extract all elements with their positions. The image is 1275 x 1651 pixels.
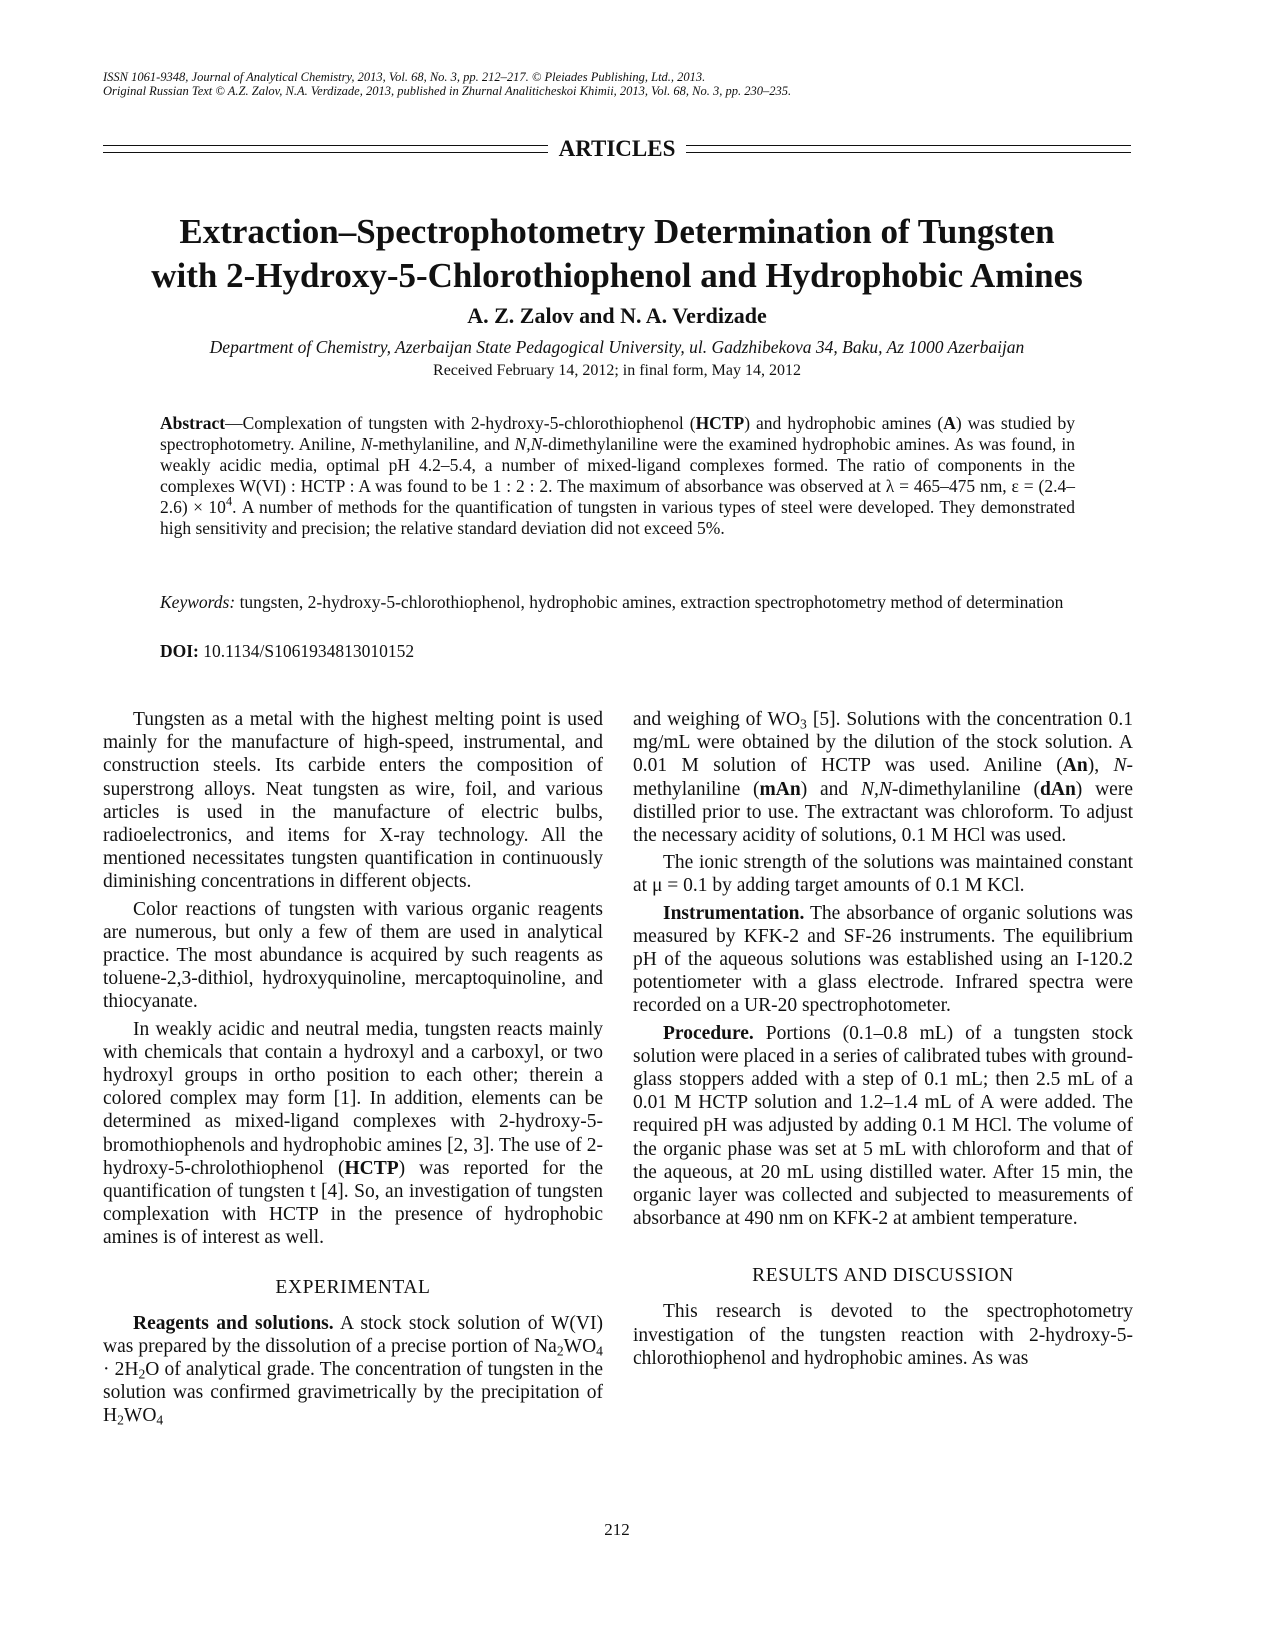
double-rule-left: [103, 145, 548, 153]
abstract: [160, 413, 1075, 539]
text-run: and weighing of WO: [633, 709, 801, 730]
left-column: [103, 708, 603, 1432]
subscript: 2: [138, 1366, 146, 1382]
run-in-heading: Reagents and solutions.: [133, 1312, 334, 1334]
abstract-text: -methylaniline, and: [372, 434, 515, 454]
abstract-text: Complexation of tungsten with 2-hydroxy-5-chlorothiophenol (: [242, 413, 696, 433]
received-dates: Received February 14, 2012; in final form, May 14, 2012: [433, 362, 801, 379]
title-line-1: Extraction–Spectrophotometry Determination of Tungsten: [179, 212, 1055, 251]
doi-value: 10.1134/S1061934813010152: [198, 641, 415, 661]
article-title: [103, 210, 1131, 298]
paragraph: The ionic strength of the solutions was maintained constant at μ = 0.1 by adding target amounts of 0.1 M KCl.: [633, 852, 1133, 897]
paragraph: [103, 1312, 603, 1428]
italic-term: N,N: [860, 778, 892, 800]
doi-label: DOI:: [160, 641, 199, 661]
heading-experimental: EXPERIMENTAL: [275, 1276, 431, 1298]
abstract-text: -dimethylaniline were the examined hydrophobic amines. As was found, in weakly acidic media, optimal pH 4.2–5.4, a number of mixed-ligand complexes formed. The ratio of components in the complexes W(VI) : HCTP : A was found to be 1 : 2 : 2. The maximum of absorbance was observed at λ = 465–475 nm, ε = (2.4–2.6) × 10: [160, 434, 1076, 517]
text-run: In weakly acidic and neutral media, tungsten reacts mainly with chemicals that contain a hydroxyl and a carboxyl, or two hydroxyl groups in ortho position to each other; therein a colored complex may form [1]. In addition, elements can be determined as mixed-ligand complexes with 2-hydroxy-5-bromothiophenols and hydrophobic amines [2, 3]. The use of 2-hydroxy-5-chrolothiophenol (: [103, 1018, 603, 1179]
text-run: ) was reported for the quantification of tungsten t [4]. So, an investigation of tungsten complexation with HCTP in the presence of hydrophobic amines is of interest as well.: [103, 1157, 603, 1249]
paragraph: [633, 1022, 1133, 1231]
subscript: 2: [117, 1412, 124, 1428]
text-run: · 2H: [103, 1359, 139, 1381]
paragraph: Tungsten as a metal with the highest melting point is used mainly for the manufacture of high-speed, instrumental, and construction steels. Its carbide enters the composition of superstrong alloys. Neat tungsten as wire, foil, and various articles is used in the manufacture of electric bulbs, radioelectronics, and items for X-ray technology. All the mentioned necessitates tungsten quantification in continuously diminishing concentrations in different objects.: [103, 709, 603, 893]
text-run: WO: [563, 1335, 597, 1357]
text-run: -methylaniline (: [633, 755, 1133, 800]
abstract-text: ) was studied by spectrophotometry. Aniline,: [160, 413, 1075, 454]
abstract-italic-n: N: [360, 434, 373, 454]
right-column: [633, 708, 1133, 1374]
text-run: -dimethylaniline (: [891, 778, 1041, 800]
title-line-2: with 2-Hydroxy-5-Chlorothiophenol and Hydrophobic Amines: [151, 256, 1083, 295]
abstract-label: Abstract: [160, 413, 226, 433]
heading-results: RESULTS AND DISCUSSION: [752, 1265, 1014, 1287]
bold-term: An: [1062, 755, 1088, 777]
abstract-text: . A number of methods for the quantification of tungsten in various types of steel were developed. They demonstrated high sensitivity and precision; the relative standard deviation did not exceed 5%.: [160, 497, 1075, 538]
affiliation: Department of Chemistry, Azerbaijan State Pedagogical University, ul. Gadzhibekova 34, Baku, Az 1000 Azerbaijan: [209, 337, 1025, 357]
original-text-line: Original Russian Text © A.Z. Zalov, N.A. Verdizade, 2013, published in Zhurnal Analiticheskoi Khimii, 2013, Vol. 68, No. 3, pp. 230–235.: [103, 84, 792, 98]
bold-term: mAn: [759, 778, 801, 800]
authors: A. Z. Zalov and N. A. Verdizade: [467, 303, 767, 328]
bold-term: HCTP: [344, 1157, 399, 1179]
italic-term: N: [1113, 755, 1127, 777]
abstract-italic-nn: N,N: [514, 434, 543, 454]
abstract-exponent: 4: [225, 494, 233, 509]
text-run: ) and: [800, 778, 861, 800]
text-run: ) were distilled prior to use. The extractant was chloroform. To adjust the necessary acidity of solutions, 0.1 M HCl was used.: [633, 778, 1133, 847]
text-run: O of analytical grade. The concentration of tungsten in the solution was confirmed gravimetrically by the precipitation of H: [103, 1359, 603, 1427]
page-number: 212: [604, 1520, 630, 1539]
bold-term: dAn: [1040, 778, 1076, 800]
keywords-text: tungsten, 2-hydroxy-5-chlorothiophenol, hydrophobic amines, extraction spectrophotometry method of determination: [235, 592, 1064, 612]
keywords-label: Keywords:: [160, 592, 236, 612]
abstract-text: ) and hydrophobic amines (: [744, 413, 944, 433]
run-in-heading: Instrumentation.: [663, 902, 805, 924]
text-run: ),: [1087, 755, 1114, 777]
text-run: Portions (0.1–0.8 mL) of a tungsten stock solution were placed in a series of calibrated tubes with ground-glass stoppers added with a step of 0.1 mL; then 2.5 mL of a 0.01 M HCTP solution and 1.2–1.4 mL of A were added. The required pH was adjusted by adding 0.1 M HCl. The volume of the organic phase was set at 5 mL with chloroform and that of the aqueous, at 20 mL using distilled water. After 15 min, the organic layer was collected and subjected to measurements of absorbance at 490 nm on KFK-2 at ambient temperature.: [633, 1022, 1133, 1230]
paragraph: [633, 902, 1133, 1018]
keywords: [160, 592, 1075, 613]
doi: [160, 640, 1075, 662]
paragraph: This research is devoted to the spectrophotometry investigation of the tungsten reaction with 2-hydroxy-5-chlorothiophenol and hydrophobic amines. As was: [633, 1301, 1133, 1369]
paragraph: [103, 1018, 603, 1250]
journal-header: [103, 70, 791, 98]
subscript: 2: [556, 1343, 564, 1359]
section-label: ARTICLES: [558, 136, 676, 161]
subscript: 4: [596, 1343, 603, 1359]
double-rule-right: [686, 145, 1131, 153]
text-run: WO: [123, 1405, 157, 1427]
text-run: [5]. Solutions with the concentration 0.1 mg/mL were obtained by the dilution of the stock solution. A 0.01 M solution of HCTP was used. Aniline (: [633, 709, 1133, 777]
abstract-a: A: [943, 413, 956, 433]
abstract-hctp: HCTP: [695, 413, 745, 433]
paragraph: Color reactions of tungsten with various organic reagents are numerous, but only a few of them are used in analytical practice. The most abundance is acquired by such reagents as toluene-2,3-dithiol, hydroxyquinoline, mercaptoquinoline, and thiocyanate.: [103, 898, 603, 1013]
text-run: A stock stock solution of W(VI) was prepared by the dissolution of a precise portion of Na: [103, 1312, 603, 1357]
subscript: 4: [156, 1412, 164, 1428]
journal-citation-line: ISSN 1061-9348, Journal of Analytical Chemistry, 2013, Vol. 68, No. 3, pp. 212–217. © Pleiades Publishing, Ltd., 2013.: [103, 70, 706, 84]
subscript: 3: [800, 716, 807, 732]
run-in-heading: Procedure.: [663, 1022, 754, 1044]
abstract-dash: —: [225, 413, 243, 433]
text-run: The absorbance of organic solutions was measured by KFK-2 and SF-26 instruments. The equilibrium pH of the aqueous solutions was established using an I-120.2 potentiometer with a glass electrode. Infrared spectra were recorded on a UR-20 spectrophotometer.: [633, 902, 1133, 1017]
section-rule: [103, 134, 1131, 164]
paragraph: [633, 708, 1133, 847]
